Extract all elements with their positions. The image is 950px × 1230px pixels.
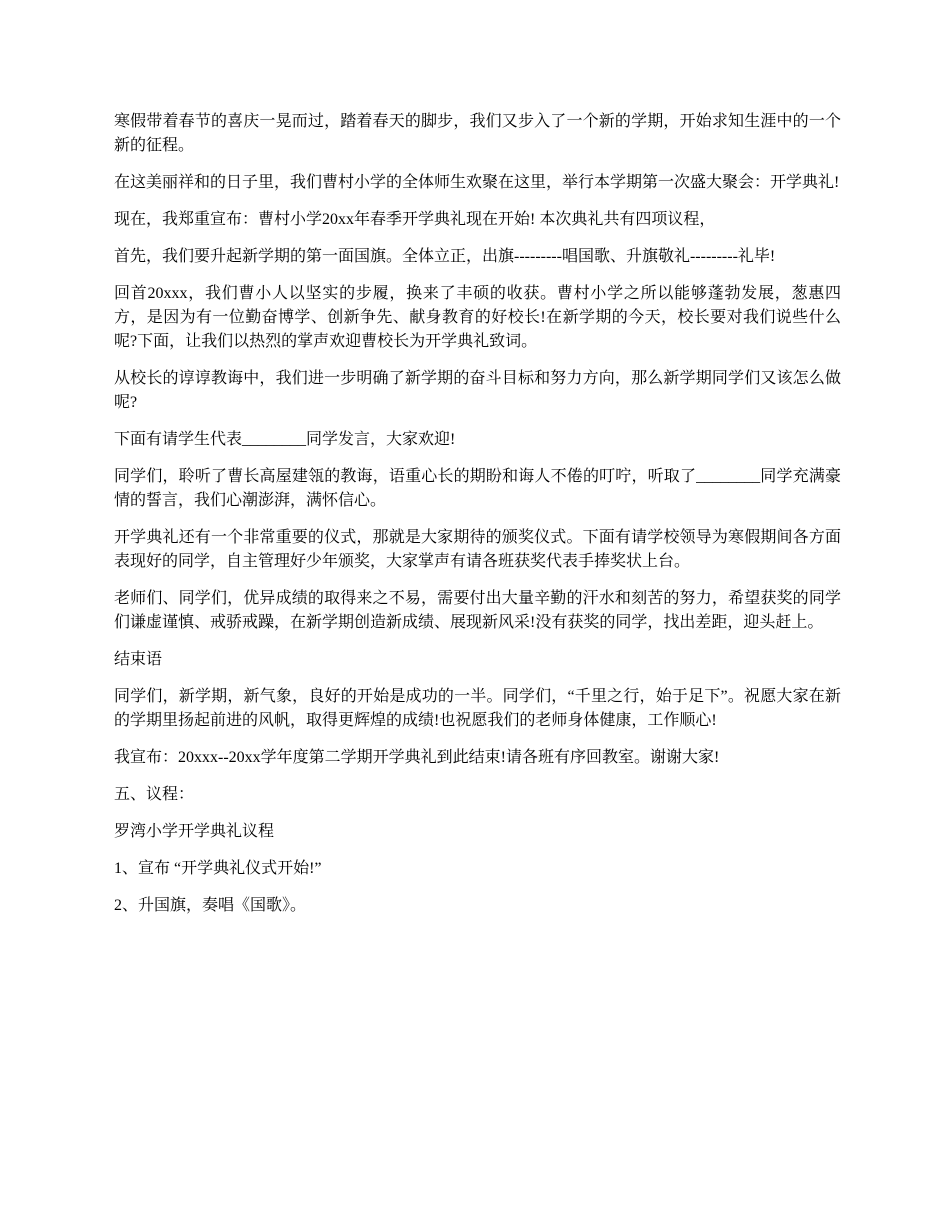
paragraph-awards: 开学典礼还有一个非常重要的仪式，那就是大家期待的颁奖仪式。下面有请学校领导为寒假期间各方面表现好的同学，自主管理好少年颁奖，大家掌声有请各班获奖代表手捧奖状上台。: [114, 529, 841, 570]
paragraph-intro: 寒假带着春节的喜庆一晃而过，踏着春天的脚步，我们又步入了一个新的学期，开始求知生涯中的一个新的征程。: [114, 113, 841, 154]
paragraph-principal-intro: 回首20xxx，我们曹小人以坚实的步履，换来了丰硕的收获。曹村小学之所以能够蓬勃发展，葱惠四方，是因为有一位勤奋博学、创新争先、献身教育的好校长!在新学期的今天，校长要对我们说些什么呢?下面，让我们以热烈的掌声欢迎曹校长为开学典礼致词。: [114, 285, 841, 350]
paragraph-after-speech: 从校长的谆谆教诲中，我们进一步明确了新学期的奋斗目标和努力方向，那么新学期同学们又该怎么做呢?: [114, 370, 841, 411]
paragraph-agenda-heading: 五、议程：: [114, 786, 195, 803]
paragraph-conclusion: 我宣布：20xxx--20xx学年度第二学期开学典礼到此结束!请各班有序回教室。谢谢大家!: [114, 749, 720, 766]
paragraph-student-rep: 下面有请学生代表________同学发言，大家欢迎!: [114, 431, 456, 448]
paragraph-reflection: 同学们，聆听了曹长高屋建瓴的教诲，语重心长的期盼和诲人不倦的叮咛，听取了________同学充满豪情的誓言，我们心潮澎湃，满怀信心。: [114, 468, 841, 509]
paragraph-announcement: 现在，我郑重宣布：曹村小学20xx年春季开学典礼现在开始! 本次典礼共有四项议程，: [114, 211, 716, 228]
paragraph-flag-raising: 首先，我们要升起新学期的第一面国旗。全体立正，出旗---------唱国歌、升旗敬礼---------礼毕!: [114, 248, 776, 265]
agenda-item-2: 2、升国旗，奏唱《国歌》。: [114, 897, 307, 914]
paragraph-encouragement: 老师们、同学们，优异成绩的取得来之不易，需要付出大量辛勤的汗水和刻苦的努力，希望获奖的同学们谦虚谨慎、戒骄戒躁，在新学期创造新成绩、展现新风采!没有获奖的同学，找出差距，迎头赶上。: [114, 590, 841, 631]
agenda-item-1: 1、宣布 “开学典礼仪式开始!”: [114, 860, 322, 877]
paragraph-agenda-title: 罗湾小学开学典礼议程: [114, 823, 275, 840]
paragraph-gathering: 在这美丽祥和的日子里，我们曹村小学的全体师生欢聚在这里，举行本学期第一次盛大聚会：开学典礼!: [114, 174, 840, 191]
paragraph-closing-wishes: 同学们，新学期，新气象，良好的开始是成功的一半。同学们，“千里之行，始于足下”。祝愿大家在新的学期里扬起前进的风帆，取得更辉煌的成绩!也祝愿我们的老师身体健康，工作顺心!: [114, 688, 841, 729]
document-body: [114, 110, 841, 931]
paragraph-closing-heading: 结束语: [114, 651, 163, 668]
